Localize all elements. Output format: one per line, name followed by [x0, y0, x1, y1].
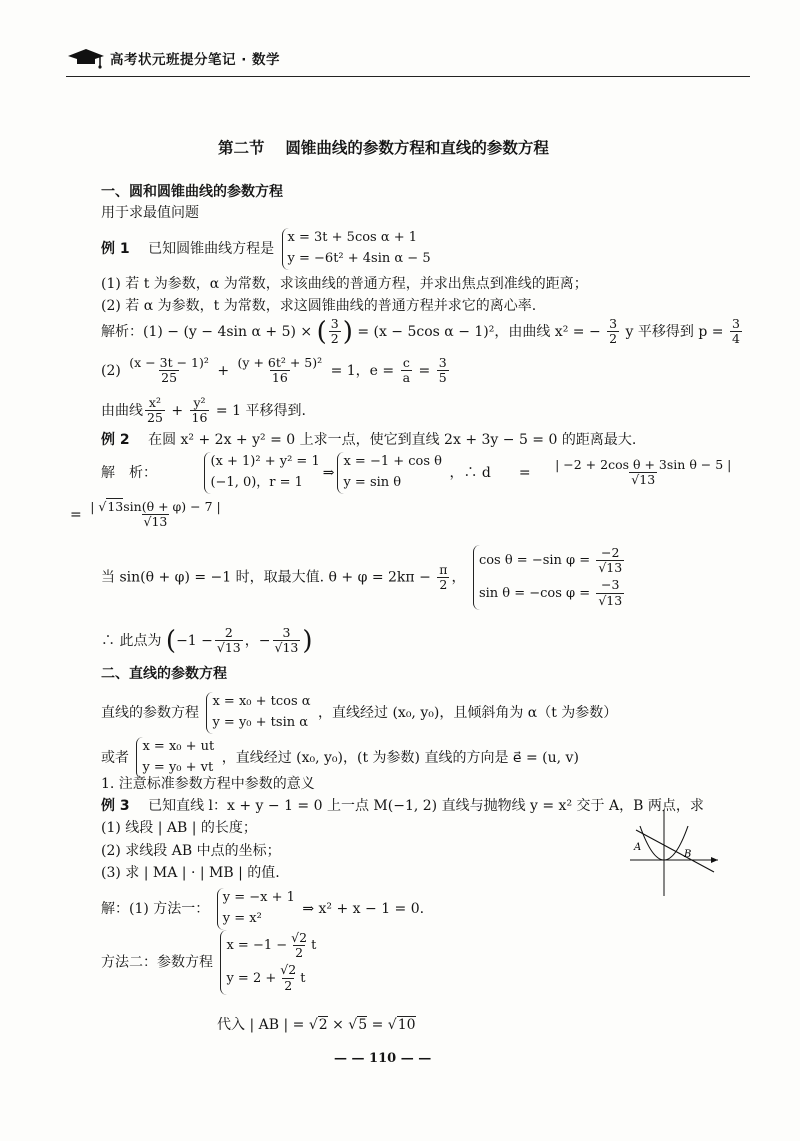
- fraction-num: c: [402, 355, 410, 370]
- fraction: [215, 626, 243, 656]
- fraction: [127, 356, 211, 386]
- example1-system: [282, 228, 431, 270]
- point-a-label: A: [634, 842, 642, 853]
- line-param-system: [206, 692, 310, 734]
- fraction-num: √2: [291, 929, 308, 945]
- solution2-label: (2): [101, 362, 121, 379]
- example3-question3: (3) 求 | MA | · | MB | 的值.: [101, 865, 280, 881]
- distance-fraction: [553, 458, 733, 488]
- line-general-desc: ，直线经过 (x₀, y₀)，(t 为参数) 直线的方向是 e⃗ = (u, v): [221, 749, 579, 766]
- fraction-num: −3: [601, 577, 620, 593]
- example1-eq2: y = −6t² + 4sin α − 5: [287, 250, 431, 266]
- abs-rest: sin(θ + φ) − 7 |: [123, 499, 221, 514]
- part1-intro: 用于求最值问题: [101, 205, 199, 221]
- equals-sign: =: [371, 1017, 384, 1033]
- fraction-num: y²: [193, 395, 206, 410]
- fraction-den: 2: [439, 577, 448, 592]
- example2-text: 在圆 x² + 2x + y² = 0 上求一点，使它到直线 2x + 3y − 5 = 0 的距离最大.: [148, 432, 637, 448]
- line-param-desc: ，直线经过 (x₀, y₀)，且倾斜角为 α（t 为参数）: [318, 704, 618, 721]
- paren-close: ): [342, 316, 353, 347]
- sqrt-2: 2: [318, 1017, 328, 1033]
- note-line: 1. 注意标准参数方程中参数的意义: [101, 776, 315, 792]
- example2-statement: [101, 432, 636, 450]
- fraction-den: √13: [598, 592, 623, 608]
- method1-eq1: y = −x + 1: [222, 890, 295, 905]
- fraction-den: 2: [295, 945, 304, 960]
- eq2-left: y = 2 +: [226, 970, 277, 986]
- line-eq1: x = x₀ + tcos α: [212, 694, 311, 709]
- paren-open: (: [316, 316, 327, 347]
- fraction-den: 2: [330, 331, 339, 347]
- fraction-den: a: [402, 370, 411, 386]
- fraction: [437, 356, 449, 386]
- solution1-part-d: y 平移得到 p =: [625, 323, 724, 340]
- x-axis-arrow: [711, 857, 718, 863]
- cos-text: cos θ = −sin φ =: [478, 553, 591, 568]
- part1-heading: 一、圆和圆锥曲线的参数方程: [101, 184, 283, 200]
- fraction-num: x²: [148, 395, 161, 410]
- fraction-num: (x − 3t − 1)²: [129, 355, 209, 370]
- graduation-cap-icon: [66, 47, 106, 69]
- fraction-num: 3: [731, 316, 740, 331]
- line-param-equation: [101, 692, 617, 734]
- example1-solution1: [101, 317, 744, 347]
- general-eq1: x = x₀ + ut: [142, 739, 215, 754]
- equals-sign: =: [418, 362, 431, 379]
- page-header: [66, 47, 280, 69]
- fraction-num: 3: [438, 355, 447, 370]
- fraction: [88, 500, 223, 530]
- eq1-var: t: [311, 938, 317, 953]
- fraction: [401, 356, 412, 386]
- example3-question1: (1) 线段 | AB | 的长度；: [101, 820, 257, 836]
- header-title: 高考状元班提分笔记 · 数学: [110, 52, 281, 68]
- fraction: [145, 396, 165, 426]
- fraction: [596, 546, 624, 576]
- fraction-num: | −2 + 2cos θ + 3sin θ − 5 |: [555, 456, 732, 472]
- fraction-den: 2: [609, 331, 618, 347]
- system1-eq1: (x + 1)² + y² = 1: [210, 454, 320, 469]
- fraction-den: 16: [271, 370, 288, 386]
- point-y: ，−: [244, 632, 271, 649]
- method2-label: 方法二：参数方程: [101, 954, 213, 971]
- sin-text: sin θ = −cos φ =: [478, 585, 591, 601]
- fraction-den: √13: [598, 560, 623, 575]
- method2-system: [220, 930, 316, 995]
- example3-text: 已知直线 l：x + y − 1 = 0 上一点 M(−1, 2) 直线与抛物线 y = x² 交于 A，B 两点，求: [148, 798, 704, 814]
- fraction-num: √2: [280, 962, 297, 978]
- trig-system: [473, 545, 626, 610]
- example2-system1: [204, 452, 319, 494]
- fraction: [289, 931, 309, 961]
- fraction-num: 3: [330, 316, 339, 331]
- solution1-part-b: = (x − 5cos α − 1)²，由曲线 x² = −: [357, 323, 601, 340]
- fraction-num: 3: [609, 316, 618, 331]
- cos-line: [479, 545, 626, 578]
- page-number: — — 110 — —: [334, 1051, 432, 1066]
- or-label: 或者: [101, 749, 129, 766]
- fraction-den: √13: [216, 640, 241, 656]
- point-b-label: B: [684, 849, 692, 860]
- fraction-num: 2: [224, 625, 233, 640]
- line-general-equation: [101, 737, 579, 779]
- example1-statement: [101, 228, 434, 270]
- method2-eq1: [226, 930, 316, 963]
- example3-label: 例 3: [101, 798, 130, 814]
- example3-statement: [101, 798, 704, 816]
- eq2-var: t: [300, 970, 306, 986]
- plus-sign: +: [171, 402, 184, 419]
- point-x: −1 −: [176, 632, 213, 649]
- fraction-den: 16: [191, 410, 208, 426]
- fraction: [607, 317, 619, 347]
- solution2b-part-a: 由曲线: [101, 402, 143, 419]
- system1-eq2: (−1, 0)，r = 1: [210, 474, 303, 490]
- line-eq2: y = y₀ + tsin α: [212, 714, 309, 730]
- comma: ，: [451, 569, 466, 586]
- fraction-den: 2: [284, 977, 293, 993]
- method1-system: [217, 888, 295, 930]
- section-title: 第二节 圆锥曲线的参数方程和直线的参数方程: [218, 139, 549, 157]
- general-eq2: y = y₀ + vt: [142, 759, 214, 775]
- paren-close: ): [302, 625, 313, 656]
- example1-solution2: [101, 356, 451, 386]
- equals-sign: =: [70, 506, 82, 523]
- sin-line: [479, 578, 626, 611]
- line-param-label: 直线的参数方程: [101, 704, 199, 721]
- method2-eq2: [226, 963, 316, 996]
- sqrt-5: 5: [358, 1017, 368, 1033]
- paren-open: (: [165, 625, 177, 656]
- fraction: [278, 963, 298, 993]
- example2-solution: [101, 452, 735, 494]
- fraction-num: (y + 6t² + 5)²: [237, 355, 323, 370]
- fraction: [273, 626, 301, 656]
- point-text: ∴ 此点为: [101, 632, 162, 649]
- fraction: [730, 317, 742, 347]
- intersecting-line: [636, 830, 714, 872]
- eq1-left: x = −1 −: [226, 938, 288, 953]
- line-general-system: [136, 737, 214, 779]
- parabola-figure: [622, 808, 722, 898]
- fraction-num: 3: [282, 625, 291, 640]
- example2-label: 例 2: [101, 432, 130, 448]
- example1-label: 例 1: [101, 240, 130, 257]
- example2-distance-simplified: [70, 500, 225, 530]
- sqrt-10: 10: [397, 1017, 416, 1033]
- substitution-result: 代入 | AB | = √2 × √5 = √10: [217, 1017, 416, 1033]
- solution1-part-a: 解析：(1) − (y − 4sin α + 5) ×: [101, 323, 313, 340]
- fraction-num: | √13sin(θ + φ) − 7 |: [90, 499, 221, 514]
- method1-label: 解：(1) 方法一：: [101, 900, 210, 917]
- fraction: [596, 578, 624, 608]
- system2-eq2: y = sin θ: [343, 474, 402, 490]
- fraction-den: 5: [438, 370, 447, 386]
- system2-eq1: x = −1 + cos θ: [343, 454, 443, 469]
- example2-point: [101, 626, 313, 656]
- example1-eq1: x = 3t + 5cos α + 1: [287, 230, 418, 245]
- method2-solution: [101, 930, 319, 995]
- fraction-den: √13: [143, 514, 168, 530]
- example1-text: 已知圆锥曲线方程是: [148, 240, 275, 257]
- example3-question2: (2) 求线段 AB 中点的坐标；: [101, 843, 281, 859]
- example1-question1: (1) 若 t 为参数，α 为常数，求该曲线的普通方程，并求出焦点到准线的距离；: [101, 276, 588, 292]
- solution2b-part-b: = 1 平移得到.: [215, 402, 306, 419]
- implies-arrow: ⇒: [322, 464, 335, 481]
- method1-solution: [101, 888, 424, 930]
- fraction: [190, 396, 210, 426]
- fraction-den: √13: [631, 472, 656, 488]
- fraction: [236, 356, 325, 386]
- fraction: [329, 317, 341, 347]
- therefore-d: ，∴ d =: [449, 464, 531, 481]
- fraction-den: 25: [147, 410, 163, 426]
- part2-heading: 二、直线的参数方程: [101, 666, 227, 682]
- fraction: [437, 563, 449, 593]
- fraction-num: π: [439, 561, 448, 577]
- fraction-num: −2: [601, 544, 620, 560]
- method1-result: ⇒ x² + x − 1 = 0.: [302, 900, 425, 917]
- fraction-den: 4: [731, 331, 740, 347]
- max-condition-text: 当 sin(θ + φ) = −1 时，取最大值. θ + φ = 2kπ −: [101, 569, 431, 586]
- times-sign: ×: [332, 1017, 344, 1033]
- substitution-label: 代入 | AB | =: [217, 1017, 305, 1033]
- fraction-den: 25: [161, 370, 178, 386]
- example2-solution-label: 解 析：: [101, 464, 157, 481]
- example2-max-condition: [101, 545, 629, 610]
- sqrt-radicand: 13: [107, 499, 124, 514]
- example1-question2: (2) 若 α 为参数，t 为常数，求这圆锥曲线的普通方程并求它的离心率.: [101, 298, 537, 314]
- solution2-mid: = 1，e =: [330, 362, 395, 379]
- header-rule: [66, 76, 750, 77]
- example2-system2: [337, 452, 442, 494]
- abs-open: |: [90, 499, 99, 514]
- example1-solution2b: [101, 396, 306, 426]
- method1-eq2: y = x²: [222, 910, 262, 926]
- plus-sign: +: [217, 362, 230, 379]
- fraction-den: √13: [274, 640, 299, 656]
